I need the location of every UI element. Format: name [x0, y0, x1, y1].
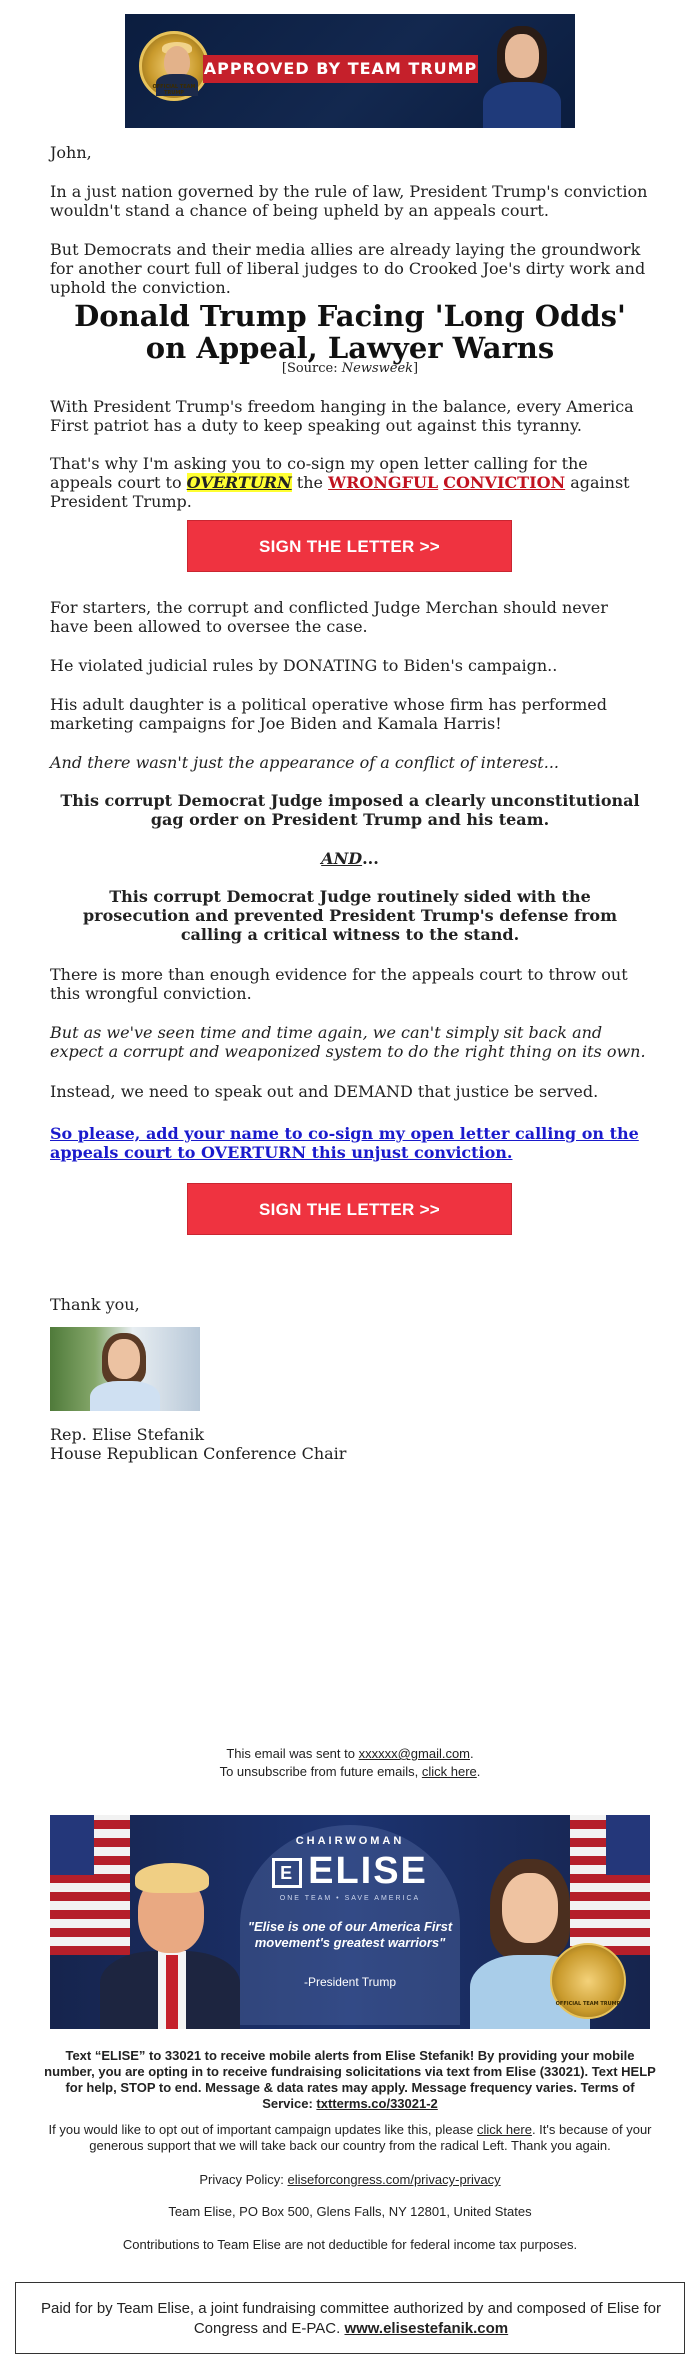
- greeting: John,: [50, 143, 92, 162]
- recipient-email-link[interactable]: xxxxxx@gmail.com: [358, 1746, 471, 1761]
- p4-end: against President Trump.: [50, 473, 630, 511]
- conviction-word: CONVICTION: [443, 473, 566, 492]
- signoff: Thank you,: [50, 1295, 140, 1314]
- and-ellipsis: ...: [362, 849, 379, 868]
- header-banner[interactable]: [125, 14, 575, 128]
- sms-terms-link[interactable]: txtterms.co/33021-2: [316, 2096, 438, 2111]
- trump-quote: "Elise is one of our America First movement's greatest warriors": [247, 1919, 453, 1950]
- paragraph-1: In a just nation governed by the rule of law, President Trump's conviction wouldn't stand a chance of being upheld by an appeals court.: [50, 182, 648, 220]
- source-suffix: ]: [413, 361, 419, 376]
- footer-banner[interactable]: [50, 1815, 650, 2029]
- signature-name: Rep. Elise Stefanik: [50, 1425, 205, 1444]
- p4-start: That's why I'm asking you to co-sign my open letter calling for the appeals court to: [50, 454, 588, 492]
- optout-paragraph: [30, 2122, 670, 2154]
- optout-suffix: . It's because of your generous support that we will take back our country from the radical Left. Thank you again.: [89, 2122, 652, 2153]
- paragraph-7: His adult daughter is a political operative whose firm has performed marketing campaigns for Joe Biden and Kamala Harris!: [50, 695, 607, 733]
- overturn-highlight: OVERTURN: [186, 473, 292, 492]
- paid-for-statement: Paid for by Team Elise, a joint fundraising committee authorized by and composed of Elise for Congress and E-PAC.: [40, 2300, 662, 2337]
- sign-letter-button[interactable]: SIGN THE LETTER >>: [187, 520, 512, 572]
- source-line: [50, 362, 650, 376]
- source-name: Newsweek: [341, 361, 414, 376]
- team-trump-seal: [139, 31, 209, 101]
- campaign-website-link[interactable]: www.elisestefanik.com: [344, 2320, 509, 2337]
- privacy-line: [0, 2172, 700, 2188]
- p4-the: the: [291, 473, 329, 492]
- one-team-tagline: ONE TEAM • SAVE AMERICA: [279, 1895, 421, 1902]
- unsubscribe-link[interactable]: click here: [421, 1764, 477, 1779]
- paid-for-box: [15, 2282, 685, 2354]
- sent-suffix: .: [470, 1746, 474, 1761]
- and-line: [50, 849, 650, 868]
- paragraph-12: But as we've seen time and time again, we can't simply sit back and expect a corrupt and weaponized system to do the right thing on its own.: [50, 1023, 646, 1061]
- paragraph-10: This corrupt Democrat Judge routinely sided with the prosecution and prevented President Trump's defense from calling a critical witness to the stand.: [82, 887, 617, 944]
- tax-disclaimer: Contributions to Team Elise are not deductible for federal income tax purposes.: [122, 2237, 578, 2252]
- wrongful-word: WRONGFUL: [328, 473, 439, 492]
- team-trump-badge: [550, 1943, 626, 2019]
- paragraph-4: [50, 454, 650, 511]
- optout-prefix: If you would like to opt out of important campaign updates like this, please: [48, 2122, 478, 2137]
- sign-letter-button-2[interactable]: SIGN THE LETTER >>: [187, 1183, 512, 1235]
- badge-text: OFFICIAL TEAM TRUMP: [555, 2001, 621, 2007]
- unsub-suffix: .: [476, 1764, 481, 1779]
- optout-link[interactable]: click here: [477, 2122, 532, 2137]
- unsubscribe-line: [0, 1764, 700, 1780]
- mailing-address: Team Elise, PO Box 500, Glens Falls, NY 12801, United States: [168, 2204, 532, 2219]
- sms-disclaimer: [40, 2048, 660, 2112]
- paragraph-8: And there wasn't just the appearance of a conflict of interest...: [50, 753, 559, 772]
- chairwoman-label: CHAIRWOMAN: [295, 1835, 405, 1847]
- sent-to-line: [0, 1746, 700, 1762]
- privacy-prefix: Privacy Policy:: [199, 2172, 288, 2187]
- stefanik-portrait: [477, 20, 567, 128]
- paragraph-5: For starters, the corrupt and conflicted Judge Merchan should never have been allowed to oversee the case.: [50, 598, 608, 636]
- paragraph-9: This corrupt Democrat Judge imposed a clearly unconstitutional gag order on President Trump and his team.: [60, 791, 640, 829]
- privacy-link[interactable]: eliseforcongress.com/privacy-privacy: [287, 2172, 501, 2187]
- headline: Donald Trump Facing 'Long Odds' on Appeal, Lawyer Warns: [74, 299, 626, 365]
- paid-for-text: [31, 2299, 671, 2339]
- trump-portrait: [90, 1855, 240, 2029]
- paragraph-6: He violated judicial rules by DONATING to Biden's campaign..: [50, 656, 558, 675]
- paragraph-11: There is more than enough evidence for the appeals court to throw out this wrongful conviction.: [50, 965, 628, 1003]
- signature-photo: [50, 1327, 200, 1411]
- elise-logo: [230, 1851, 470, 1891]
- sent-prefix: This email was sent to: [226, 1746, 359, 1761]
- source-prefix: [Source:: [281, 361, 342, 376]
- and-word: AND: [321, 849, 363, 868]
- sms-text: Text “ELISE” to 33021 to receive mobile alerts from Elise Stefanik! By providing your mobile number, you are opting in to receive fundraising solicitations via text from Elise (33021). Text HELP for help, STOP to end. Message & data rates may apply. Message frequency varies. Terms of Service:: [44, 2048, 656, 2111]
- seal-text: OFFICIAL TEAM TRUMP: [152, 84, 196, 96]
- signature-title: House Republican Conference Chair: [50, 1444, 347, 1463]
- approved-text: APPROVED BY TEAM TRUMP: [203, 59, 478, 78]
- elise-logo-text: ELISE: [308, 1850, 428, 1892]
- paragraph-3: With President Trump's freedom hanging in the balance, every America First patriot has a duty to keep speaking out against this tyranny.: [50, 397, 634, 435]
- unsub-prefix: To unsubscribe from future emails,: [219, 1764, 422, 1779]
- paragraph-13: Instead, we need to speak out and DEMAND that justice be served.: [50, 1082, 599, 1101]
- elise-logo-mark: E: [272, 1858, 302, 1888]
- approved-ribbon: [203, 55, 478, 83]
- cosign-link[interactable]: So please, add your name to co-sign my open letter calling on the appeals court to OVERTURN this unjust conviction.: [50, 1124, 639, 1162]
- paragraph-2: But Democrats and their media allies are already laying the groundwork for another court full of liberal judges to do Crooked Joe's dirty work and uphold the conviction.: [50, 240, 646, 297]
- quote-attribution: -President Trump: [303, 1975, 397, 1989]
